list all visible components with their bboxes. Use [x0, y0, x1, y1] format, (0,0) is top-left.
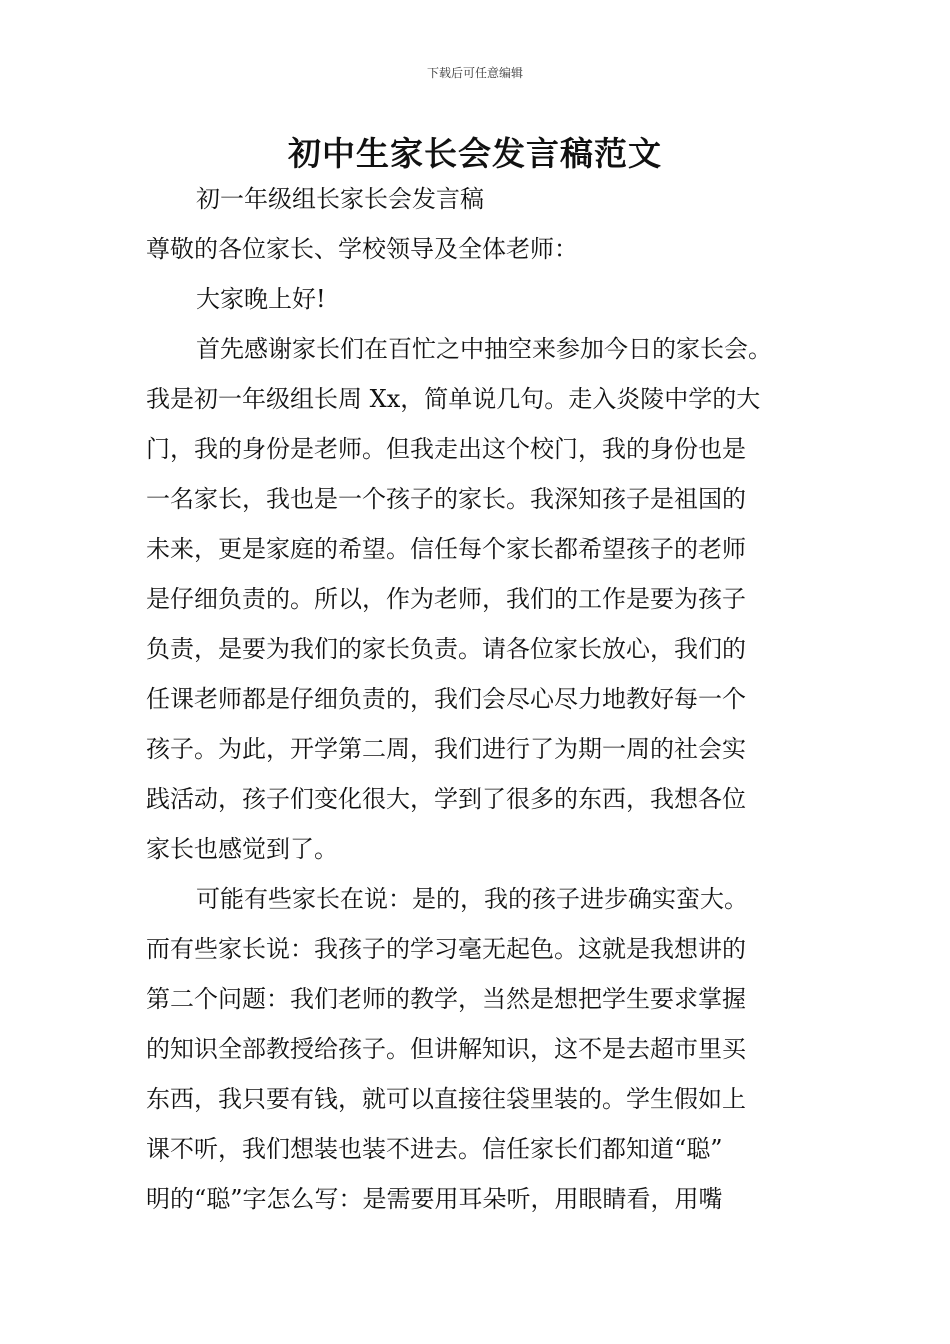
salutation-line: 尊敬的各位家长、学校领导及全体老师：: [146, 235, 578, 263]
document-title: 初中生家长会发言稿范文: [288, 134, 662, 173]
body-line: 而有些家长说：我孩子的学习毫无起色。这就是我想讲的: [146, 935, 746, 963]
body-line: 首先感谢家长们在百忙之中抽空来参加今日的家长会。: [196, 335, 772, 363]
body-line: 一名家长，我也是一个孩子的家长。我深知孩子是祖国的: [146, 485, 746, 513]
body-line: 任课老师都是仔细负责的，我们会尽心尽力地教好每一个: [146, 685, 746, 713]
body-line: 未来，更是家庭的希望。信任每个家长都希望孩子的老师: [146, 535, 746, 563]
header-note: 下载后可任意编辑: [426, 66, 523, 80]
body-line: 的知识全部教授给孩子。但讲解知识，这不是去超市里买: [146, 1035, 746, 1063]
body-line: 负责，是要为我们的家长负责。请各位家长放心，我们的: [146, 635, 746, 663]
subtitle-line: 初一年级组长家长会发言稿: [196, 185, 484, 213]
body-line: 是仔细负责的。所以，作为老师，我们的工作是要为孩子: [146, 585, 746, 613]
body-line: 践活动，孩子们变化很大，学到了很多的东西，我想各位: [146, 785, 746, 813]
greeting-line: 大家晚上好!: [196, 285, 326, 313]
body-line: 家长也感觉到了。: [146, 835, 338, 863]
body-line: 第二个问题：我们老师的教学，当然是想把学生要求掌握: [146, 985, 746, 1013]
body-line: 我是初一年级组长周 Xx，简单说几句。走入炎陵中学的大: [146, 385, 761, 413]
body-line: 门，我的身份是老师。但我走出这个校门，我的身份也是: [146, 435, 746, 463]
body-line: 明的“聪”字怎么写：是需要用耳朵听，用眼睛看，用嘴: [146, 1185, 723, 1213]
body-line: 东西，我只要有钱，就可以直接往袋里装的。学生假如上: [146, 1085, 746, 1113]
body-line: 可能有些家长在说：是的，我的孩子进步确实蛮大。: [196, 885, 748, 913]
body-line: 课不听，我们想装也装不进去。信任家长们都知道“聪”: [146, 1135, 723, 1163]
body-line: 孩子。为此，开学第二周，我们进行了为期一周的社会实: [146, 735, 746, 763]
